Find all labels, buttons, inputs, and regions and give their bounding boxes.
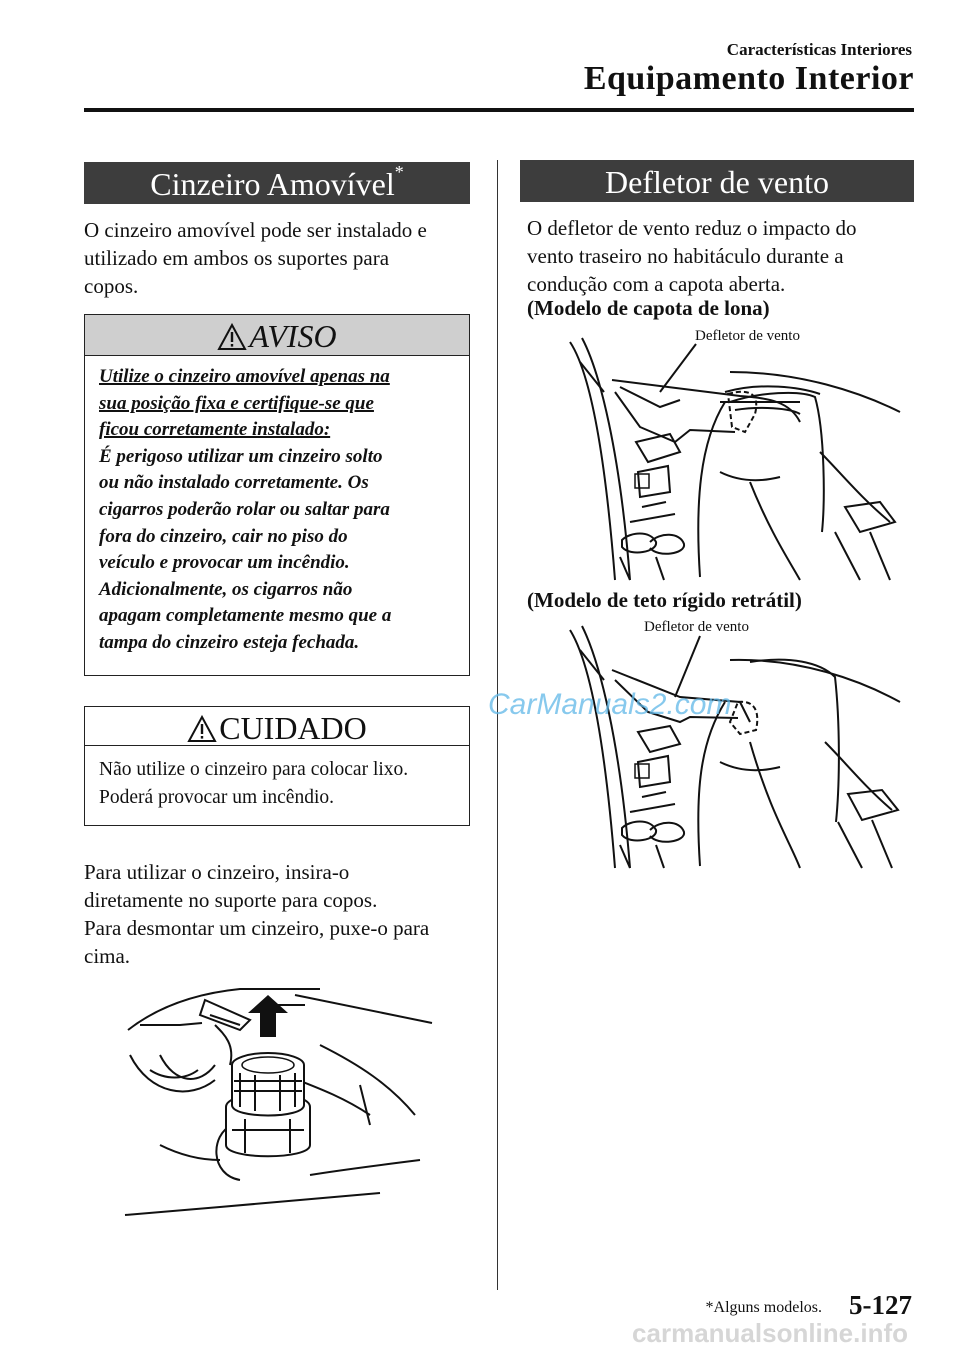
hardtop-model-heading: (Modelo de teto rígido retrátil): [527, 588, 802, 612]
soft-top-deflector-illustration: [560, 332, 916, 582]
ashtray-section-title: [84, 162, 470, 204]
instruction-line: Para utilizar o cinzeiro, insira-o: [84, 860, 350, 884]
warning-underlined-line: Utilize o cinzeiro amovível apenas na: [99, 366, 390, 387]
chapter-title: Equipamento Interior: [583, 60, 914, 97]
site-footer-text: carmanualsonline.info: [632, 1318, 908, 1348]
soft-top-model-heading: (Modelo de capota de lona): [527, 296, 770, 320]
deflector-intro: [527, 214, 922, 298]
warning-underlined-line: ficou corretamente instalado:: [99, 419, 331, 441]
some-models-footnote: *Alguns modelos.: [705, 1299, 822, 1316]
ashtray-instructions: [84, 858, 474, 970]
column-divider: [497, 160, 498, 1290]
ashtray-title-text: Cinzeiro Amovível: [150, 166, 395, 202]
intro-line: utilizado em ambos os suportes para: [84, 246, 390, 270]
deflector-section-title: [520, 160, 914, 202]
watermark-text: CarManuals2.com: [488, 688, 732, 721]
some-models-mark: *: [394, 162, 404, 182]
caution-line: Não utilize o cinzeiro para colocar lixo.: [99, 759, 409, 780]
warning-line: ou não instalado corretamente. Os: [99, 472, 369, 494]
caution-heading: [85, 707, 469, 746]
hardtop-deflector-callout: Defletor de vento: [644, 619, 749, 635]
intro-line: copos.: [84, 274, 139, 298]
warning-triangle-icon: [217, 319, 247, 361]
warning-underlined-line: sua posição fixa e certifique-se que: [99, 392, 374, 414]
warning-line: apagam completamente mesmo que a: [99, 605, 392, 627]
instruction-line: cima.: [84, 944, 131, 968]
intro-line: vento traseiro no habitáculo durante a: [527, 244, 844, 268]
caution-line: Poderá provocar um incêndio.: [99, 787, 335, 808]
warning-line: É perigoso utilizar um cinzeiro solto: [99, 445, 383, 467]
section-title: Características Interiores: [726, 40, 912, 59]
warning-line: tampa do cinzeiro esteja fechada.: [99, 631, 360, 653]
warning-line: fora do cinzeiro, cair no piso do: [99, 525, 348, 547]
warning-label: AVISO: [249, 318, 337, 354]
warning-line: cigarros poderão rolar ou saltar para: [99, 498, 390, 520]
soft-top-deflector-callout: Defletor de vento: [695, 328, 800, 344]
header-rule: [84, 108, 914, 112]
hardtop-deflector-illustration: [560, 622, 916, 870]
caution-text: [85, 746, 469, 822]
warning-line: veículo e provocar um incêndio.: [99, 552, 350, 574]
ashtray-illustration: [120, 985, 440, 1220]
instruction-line: Para desmontar um cinzeiro, puxe-o para: [84, 916, 430, 940]
intro-line: condução com a capota aberta.: [527, 272, 786, 296]
caution-label: CUIDADO: [219, 710, 367, 746]
intro-line: O cinzeiro amovível pode ser instalado e: [84, 218, 427, 242]
caution-triangle-icon: [187, 711, 217, 753]
warning-line: Adicionalmente, os cigarros não: [99, 578, 353, 600]
deflector-title-text: Defletor de vento: [605, 164, 829, 200]
warning-text: [85, 356, 469, 667]
instruction-line: diretamente no suporte para copos.: [84, 888, 378, 912]
warning-box: [84, 314, 470, 676]
page-number: 5-127: [849, 1290, 912, 1320]
warning-heading: [85, 315, 469, 356]
ashtray-intro: [84, 216, 474, 300]
intro-line: O defletor de vento reduz o impacto do: [527, 216, 857, 240]
caution-box: [84, 706, 470, 826]
